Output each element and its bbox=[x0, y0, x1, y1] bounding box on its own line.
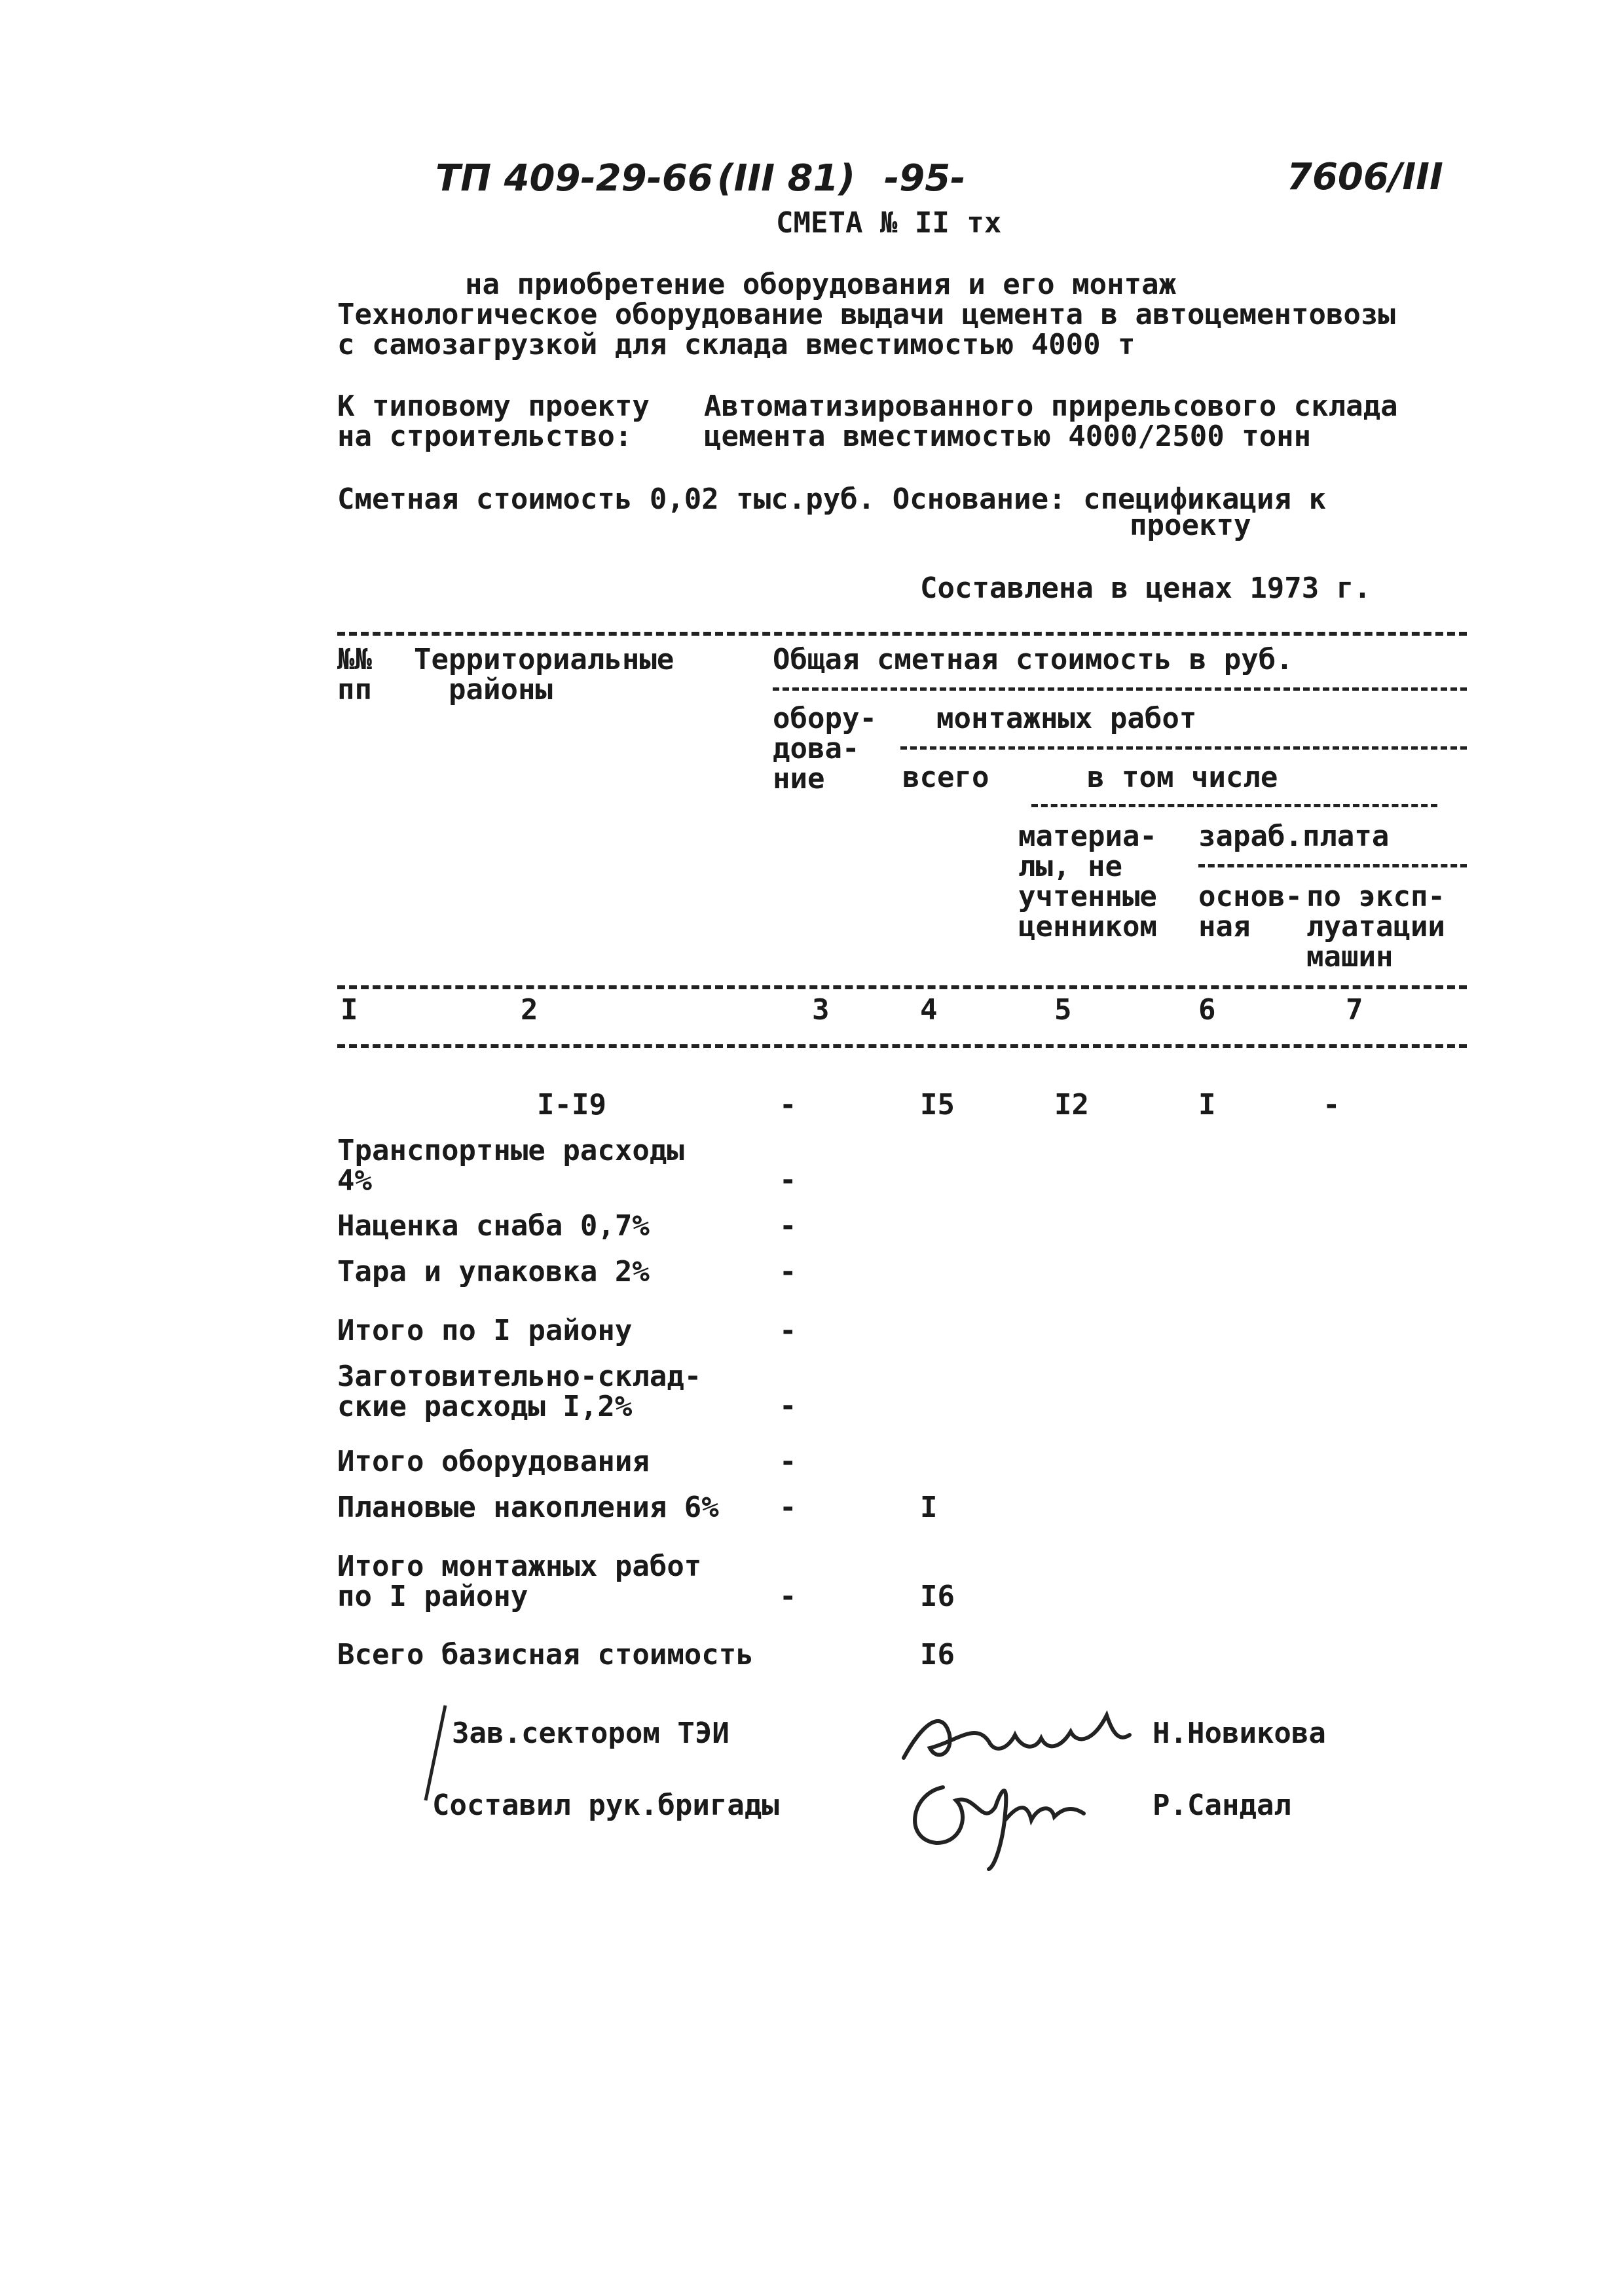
col-header-materials: материа- лы, не учтенные ценником bbox=[1018, 820, 1157, 943]
col-number-7: 7 bbox=[1346, 993, 1363, 1027]
row-6-c3: - bbox=[779, 1445, 797, 1478]
row-2-c3: - bbox=[779, 1209, 797, 1243]
col-header-region: Территориальные районы bbox=[414, 643, 674, 706]
subtitle-line2: Технологическое оборудование выдачи цемента в автоцементовозы bbox=[337, 298, 1395, 331]
row-5-label: Заготовительно-склад- ские расходы I,2% bbox=[337, 1360, 702, 1423]
table-top-rule bbox=[337, 632, 1467, 636]
header-rule-1 bbox=[773, 687, 1467, 691]
subtitle-line3: с самозагрузкой для склада вместимостью 4000 т bbox=[337, 328, 1135, 361]
col-number-2: 2 bbox=[521, 993, 538, 1027]
header-rule-3 bbox=[1031, 804, 1437, 807]
subtitle-line1: на приобретение оборудования и его монтаж bbox=[465, 268, 1177, 301]
col-number-6: 6 bbox=[1198, 993, 1216, 1027]
doc-number: 7606/ІІІ bbox=[1287, 156, 1443, 198]
col-header-mount: монтажных работ bbox=[936, 702, 1197, 735]
project-value1: Автоматизированного прирельсового склада bbox=[704, 390, 1398, 423]
signature-role-2: Составил рук.бригады bbox=[432, 1789, 779, 1822]
row-4-label: Итого по I району bbox=[337, 1314, 633, 1347]
row-0-c3: - bbox=[779, 1088, 797, 1121]
col-header-total: Общая сметная стоимость в руб. bbox=[773, 643, 1293, 676]
project-label1: К типовому проекту bbox=[337, 390, 650, 423]
row-1-c3: - bbox=[779, 1163, 797, 1197]
header-bottom-rule bbox=[337, 985, 1467, 989]
handwritten-signature-2 bbox=[897, 1768, 1113, 1872]
page-title: СМЕТА № II тх bbox=[776, 206, 1002, 240]
col-header-wage: зараб.плата bbox=[1198, 820, 1390, 853]
row-0-c4: I5 bbox=[920, 1088, 955, 1121]
row-0-c7: - bbox=[1323, 1088, 1340, 1121]
row-0-label: I-I9 bbox=[537, 1088, 606, 1121]
col-number-3: 3 bbox=[812, 993, 830, 1027]
signature-name-2: Р.Сандал bbox=[1153, 1789, 1291, 1822]
row-8-c4: I6 bbox=[920, 1580, 955, 1613]
row-8-c3: - bbox=[779, 1580, 797, 1613]
row-7-c3: - bbox=[779, 1491, 797, 1524]
col-number-5: 5 bbox=[1054, 993, 1072, 1027]
signature-role-1: Зав.сектором ТЭИ bbox=[452, 1717, 729, 1750]
header-rule-2 bbox=[900, 746, 1467, 750]
row-3-label: Тара и упаковка 2% bbox=[337, 1255, 650, 1288]
signature-name-1: Н.Новикова bbox=[1153, 1717, 1326, 1750]
col-number-4: 4 bbox=[920, 993, 938, 1027]
project-label2: на строительство: bbox=[337, 420, 633, 453]
handwritten-signature-1 bbox=[897, 1696, 1133, 1774]
row-9-c4: I6 bbox=[920, 1638, 955, 1671]
row-3-c3: - bbox=[779, 1255, 797, 1288]
row-6-label: Итого оборудования bbox=[337, 1445, 650, 1478]
row-0-c5: I2 bbox=[1054, 1088, 1089, 1121]
row-9-label: Всего базисная стоимость bbox=[337, 1638, 754, 1671]
row-8-label: Итого монтажных работ по I району bbox=[337, 1550, 702, 1613]
row-4-c3: - bbox=[779, 1314, 797, 1347]
estimated-cost: Сметная стоимость 0,02 тыс.руб. Основание: спецификация к bbox=[337, 483, 1326, 516]
row-1-label: Транспортные расходы 4% bbox=[337, 1134, 684, 1197]
col-header-incl: в том числе bbox=[1087, 761, 1278, 794]
prices-year: Составлена в ценах 1973 г. bbox=[920, 572, 1371, 605]
row-2-label: Наценка снаба 0,7% bbox=[337, 1209, 650, 1243]
col-number-1: I bbox=[341, 993, 358, 1027]
col-header-machines: по эксп- луатации машин bbox=[1306, 880, 1445, 974]
row-7-label: Плановые накопления 6% bbox=[337, 1491, 719, 1524]
header-rule-4 bbox=[1198, 864, 1467, 867]
row-5-c3: - bbox=[779, 1389, 797, 1423]
col-header-num: №№ пп bbox=[337, 643, 372, 706]
row-0-c6: I bbox=[1198, 1088, 1216, 1121]
col-header-all: всего bbox=[902, 761, 989, 794]
col-header-basic: основ- ная bbox=[1198, 880, 1302, 943]
estimated-cost-basis: проекту bbox=[1130, 509, 1251, 542]
col-header-equipment: обору- дова- ние bbox=[773, 702, 877, 795]
doc-code: ТП 409-29-66 bbox=[435, 157, 713, 200]
album-number: (ІІІ 81) bbox=[717, 157, 856, 200]
row-7-c4: I bbox=[920, 1491, 938, 1524]
page-number: -95- bbox=[884, 157, 966, 200]
numbers-bottom-rule bbox=[337, 1044, 1467, 1048]
project-value2: цемента вместимостью 4000/2500 тонн bbox=[704, 420, 1312, 453]
